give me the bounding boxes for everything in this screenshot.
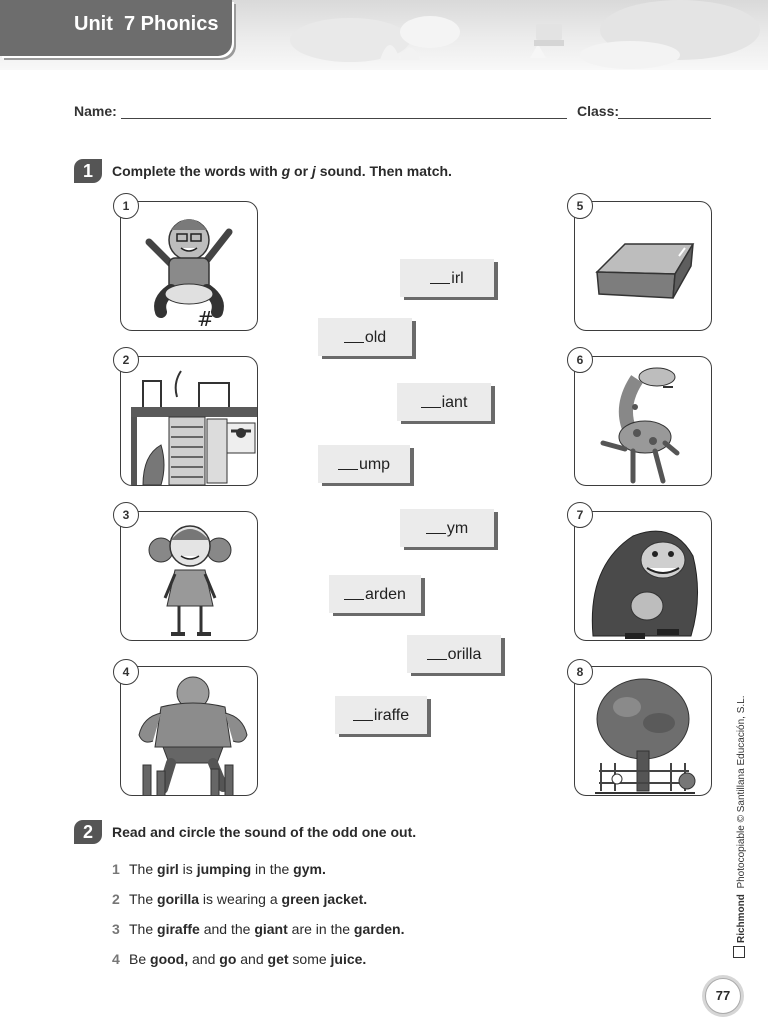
name-label: Name: — [74, 103, 117, 119]
word-fragment: arden — [365, 586, 406, 603]
sentence-text: is wearing a — [199, 891, 282, 907]
exercise-1-instruction: Complete the words with g or j sound. Then match. — [112, 163, 452, 179]
keyword[interactable]: gorilla — [157, 891, 200, 907]
word-card-iraffe[interactable] — [335, 696, 427, 734]
keyword[interactable]: green jacket. — [281, 891, 368, 907]
word-fragment: ump — [358, 456, 391, 473]
giraffe-icon — [575, 357, 711, 485]
picture-number-3: 3 — [113, 502, 139, 528]
picture-box-1 — [120, 201, 258, 331]
gorilla-icon — [575, 512, 711, 640]
garden-tree-icon — [575, 667, 711, 795]
header-decoration-icon — [230, 0, 768, 72]
sentence-text: The — [129, 861, 158, 877]
answer-blank[interactable] — [426, 519, 446, 534]
sentence-text: The — [129, 891, 158, 907]
sentence-number: 2 — [112, 891, 120, 907]
exercise-2-number: 2 — [74, 820, 102, 844]
class-line[interactable] — [618, 118, 711, 119]
word-card-arden[interactable] — [329, 575, 421, 613]
copyright-text: Photocopiable © Santillana Educación, S.L. — [736, 695, 747, 889]
keyword[interactable]: juice. — [330, 951, 367, 967]
sentence-text: The — [129, 921, 158, 937]
word-fragment: old — [364, 329, 387, 346]
gold-bar-icon — [575, 202, 711, 330]
sentence-text: in the — [251, 861, 294, 877]
answer-blank[interactable] — [338, 455, 358, 470]
giant-icon — [121, 667, 257, 795]
picture-number-2: 2 — [113, 347, 139, 373]
exercise-2-instruction: Read and circle the sound of the odd one out. — [112, 824, 417, 840]
word-card-old[interactable] — [318, 318, 412, 356]
word-card-ym[interactable] — [400, 509, 494, 547]
sentence-text: Be — [129, 951, 151, 967]
sentence-text: and — [188, 951, 220, 967]
keyword[interactable]: get — [267, 951, 289, 967]
picture-number-7: 7 — [567, 502, 593, 528]
sentence-text: is — [178, 861, 197, 877]
word-card-orilla[interactable] — [407, 635, 501, 673]
word-fragment: irl — [451, 270, 464, 287]
svg-text:#: # — [197, 307, 214, 330]
keyword[interactable]: jumping — [196, 861, 252, 877]
picture-number-6: 6 — [567, 347, 593, 373]
keyword[interactable]: go — [219, 951, 237, 967]
word-card-ump[interactable] — [318, 445, 410, 483]
word-card-iant[interactable] — [397, 383, 491, 421]
page-number: 77 — [705, 978, 741, 1014]
answer-blank[interactable] — [430, 269, 450, 284]
keyword[interactable]: good, — [150, 951, 189, 967]
sentence-text: and — [236, 951, 268, 967]
girl-icon — [121, 512, 257, 640]
picture-number-4: 4 — [113, 659, 139, 685]
word-fragment: orilla — [447, 646, 482, 663]
publisher-name: Richmond — [736, 894, 747, 943]
answer-blank[interactable] — [344, 585, 364, 600]
exercise-1-number: 1 — [74, 159, 102, 183]
sentence-4 — [112, 951, 366, 967]
sentence-number: 3 — [112, 921, 120, 937]
sentence-text: some — [288, 951, 331, 967]
sentence-1 — [112, 861, 326, 877]
word-fragment: iraffe — [373, 707, 410, 724]
keyword[interactable]: gym. — [293, 861, 326, 877]
picture-box-8 — [574, 666, 712, 796]
keyword[interactable]: girl — [157, 861, 179, 877]
picture-box-4 — [120, 666, 258, 796]
picture-box-3 — [120, 511, 258, 641]
answer-blank[interactable] — [421, 393, 441, 408]
word-fragment: iant — [441, 394, 468, 411]
picture-box-2 — [120, 356, 258, 486]
picture-box-5 — [574, 201, 712, 331]
picture-number-5: 5 — [567, 193, 593, 219]
sentence-text: and the — [199, 921, 255, 937]
word-fragment: ym — [446, 520, 469, 537]
page-title: Unit 7 Phonics — [74, 13, 219, 35]
jumping-boy-icon — [121, 202, 257, 330]
picture-number-8: 8 — [567, 659, 593, 685]
class-label: Class: — [577, 103, 620, 119]
word-card-irl[interactable] — [400, 259, 494, 297]
keyword[interactable]: giraffe — [157, 921, 200, 937]
gym-room-icon — [121, 357, 257, 485]
name-line[interactable] — [121, 118, 567, 119]
sentence-number: 1 — [112, 861, 120, 877]
answer-blank[interactable] — [353, 706, 373, 721]
picture-number-1: 1 — [113, 193, 139, 219]
sentence-2 — [112, 891, 367, 907]
sentence-text: are in the — [287, 921, 354, 937]
publisher-logo-icon — [733, 946, 745, 958]
answer-blank[interactable] — [427, 645, 447, 660]
sentence-3 — [112, 921, 405, 937]
picture-box-6 — [574, 356, 712, 486]
copyright-note — [733, 695, 747, 958]
answer-blank[interactable] — [344, 328, 364, 343]
keyword[interactable]: garden. — [353, 921, 405, 937]
picture-box-7 — [574, 511, 712, 641]
keyword[interactable]: giant — [254, 921, 288, 937]
sentence-number: 4 — [112, 951, 120, 967]
